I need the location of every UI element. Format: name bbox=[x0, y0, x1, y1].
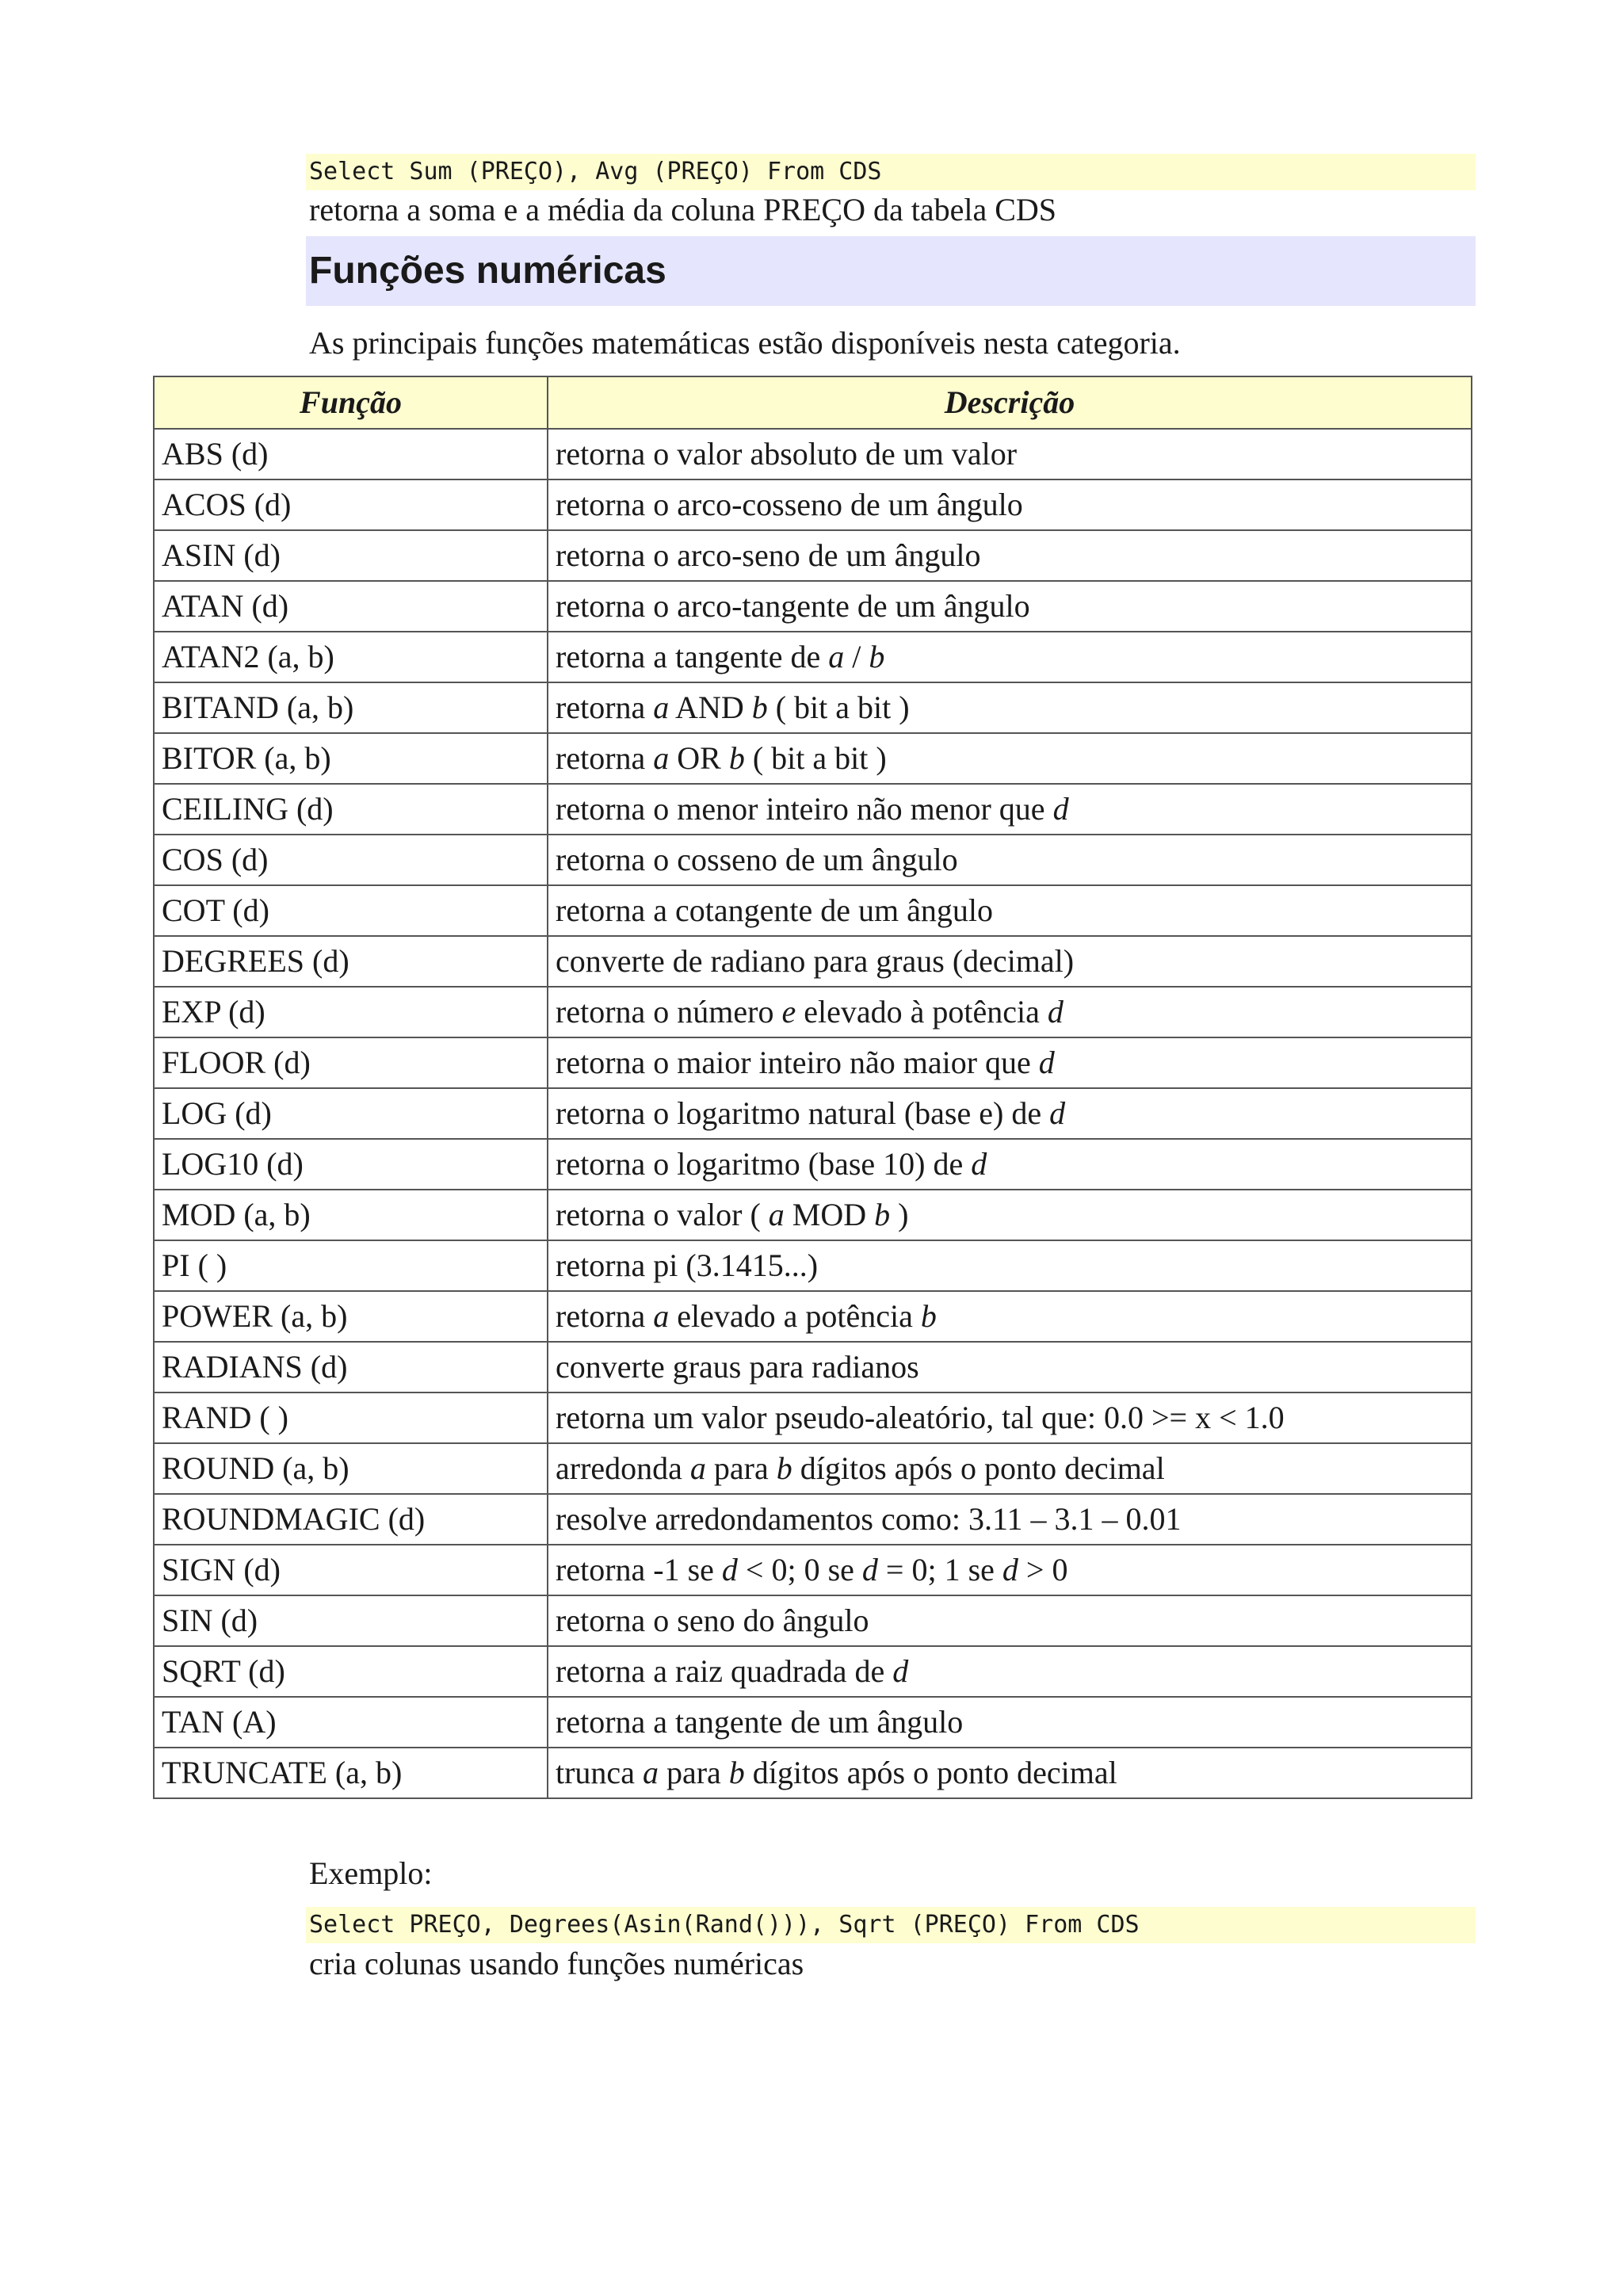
function-name-cell: TAN (A) bbox=[154, 1697, 548, 1748]
function-name-cell: ATAN2 (a, b) bbox=[154, 632, 548, 682]
description-variable: d bbox=[892, 1653, 909, 1689]
description-text: retorna o valor ( bbox=[556, 1197, 769, 1232]
description-text: arredonda bbox=[556, 1450, 690, 1486]
table-row bbox=[154, 1037, 1472, 1088]
function-name-cell: RADIANS (d) bbox=[154, 1342, 548, 1392]
function-description-cell bbox=[548, 1088, 1472, 1139]
description-text: retorna a tangente de bbox=[556, 639, 829, 674]
description-text: retorna o maior inteiro não maior que bbox=[556, 1045, 1039, 1080]
description-text: retorna o arco-tangente de um ângulo bbox=[556, 588, 1030, 624]
table-row bbox=[154, 1392, 1472, 1443]
description-text: < 0; 0 se bbox=[737, 1552, 862, 1587]
section-intro: As principais funções matemáticas estão disponíveis nesta categoria. bbox=[309, 325, 1181, 361]
description-text: MOD bbox=[784, 1197, 875, 1232]
description-variable: d bbox=[1052, 791, 1069, 827]
description-text: > 0 bbox=[1018, 1552, 1068, 1587]
description-text: retorna bbox=[556, 690, 654, 725]
description-variable: a bbox=[642, 1755, 659, 1790]
description-text: retorna o valor absoluto de um valor bbox=[556, 436, 1018, 472]
function-name-cell: FLOOR (d) bbox=[154, 1037, 548, 1088]
table-row bbox=[154, 429, 1472, 479]
function-name-cell: ATAN (d) bbox=[154, 581, 548, 632]
function-description-cell bbox=[548, 1037, 1472, 1088]
description-text: retorna o número bbox=[556, 994, 782, 1030]
function-description-cell bbox=[548, 632, 1472, 682]
code-example: Select PREÇO, Degrees(Asin(Rand())), Sqrt (PREÇO) From CDS bbox=[306, 1907, 1476, 1943]
function-description-cell bbox=[548, 1240, 1472, 1291]
example-label: Exemplo: bbox=[309, 1855, 433, 1891]
description-variable: b bbox=[728, 740, 745, 776]
function-description-cell bbox=[548, 987, 1472, 1037]
table-row bbox=[154, 936, 1472, 987]
table-row bbox=[154, 581, 1472, 632]
function-description-cell bbox=[548, 429, 1472, 479]
function-description-cell bbox=[548, 1748, 1472, 1798]
table-header-row bbox=[154, 376, 1472, 429]
code-sum-avg: Select Sum (PREÇO), Avg (PREÇO) From CDS bbox=[306, 154, 1476, 190]
function-name-cell: EXP (d) bbox=[154, 987, 548, 1037]
description-variable: d bbox=[1038, 1045, 1055, 1080]
description-variable: d bbox=[1002, 1552, 1018, 1587]
description-variable: b bbox=[920, 1298, 937, 1334]
code-sum-avg-explanation: retorna a soma e a média da coluna PREÇO da tabela CDS bbox=[309, 192, 1057, 227]
table-row bbox=[154, 530, 1472, 581]
function-description-cell bbox=[548, 1291, 1472, 1342]
table-row bbox=[154, 1748, 1472, 1798]
description-text: retorna o arco-seno de um ângulo bbox=[556, 537, 981, 573]
table-row bbox=[154, 1088, 1472, 1139]
description-variable: a bbox=[768, 1197, 785, 1232]
description-text: OR bbox=[669, 740, 729, 776]
function-description-cell bbox=[548, 1443, 1472, 1494]
description-text: converte graus para radianos bbox=[556, 1349, 919, 1385]
table-row bbox=[154, 632, 1472, 682]
table-row bbox=[154, 1342, 1472, 1392]
function-name-cell: SIN (d) bbox=[154, 1595, 548, 1646]
function-description-cell bbox=[548, 835, 1472, 885]
function-description-cell bbox=[548, 1190, 1472, 1240]
function-description-cell bbox=[548, 1494, 1472, 1545]
description-text: retorna o seno do ângulo bbox=[556, 1603, 869, 1638]
description-text: retorna o cosseno de um ângulo bbox=[556, 842, 958, 877]
description-text: ( bit a bit ) bbox=[767, 690, 910, 725]
header-descricao: Descrição bbox=[548, 376, 1472, 429]
function-name-cell: LOG10 (d) bbox=[154, 1139, 548, 1190]
description-text: para bbox=[705, 1450, 777, 1486]
description-text: dígitos após o ponto decimal bbox=[744, 1755, 1117, 1790]
function-name-cell: ACOS (d) bbox=[154, 479, 548, 530]
description-text: AND bbox=[669, 690, 752, 725]
description-text: retorna o menor inteiro não menor que bbox=[556, 791, 1053, 827]
function-name-cell: BITAND (a, b) bbox=[154, 682, 548, 733]
function-description-cell bbox=[548, 784, 1472, 835]
function-name-cell: MOD (a, b) bbox=[154, 1190, 548, 1240]
description-text: / bbox=[844, 639, 869, 674]
description-text: = 0; 1 se bbox=[877, 1552, 1002, 1587]
description-text: retorna o arco-cosseno de um ângulo bbox=[556, 487, 1023, 522]
function-description-cell bbox=[548, 733, 1472, 784]
table-row bbox=[154, 1697, 1472, 1748]
description-text: retorna -1 se bbox=[556, 1552, 722, 1587]
description-variable: b bbox=[728, 1755, 745, 1790]
function-name-cell: COT (d) bbox=[154, 885, 548, 936]
description-variable: d bbox=[721, 1552, 738, 1587]
description-text: resolve arredondamentos como: 3.11 – 3.1 – 0.01 bbox=[556, 1501, 1182, 1537]
description-text: converte de radiano para graus (decimal) bbox=[556, 943, 1075, 979]
description-variable: a bbox=[653, 740, 670, 776]
description-variable: a bbox=[653, 690, 670, 725]
function-description-cell bbox=[548, 1646, 1472, 1697]
function-name-cell: DEGREES (d) bbox=[154, 936, 548, 987]
table-row bbox=[154, 987, 1472, 1037]
description-variable: d bbox=[971, 1146, 987, 1182]
table-row bbox=[154, 1190, 1472, 1240]
function-name-cell: ROUND (a, b) bbox=[154, 1443, 548, 1494]
description-variable: e bbox=[781, 994, 796, 1030]
description-text: trunca bbox=[556, 1755, 643, 1790]
description-variable: d bbox=[1049, 1095, 1066, 1131]
function-description-cell bbox=[548, 479, 1472, 530]
function-name-cell: TRUNCATE (a, b) bbox=[154, 1748, 548, 1798]
function-name-cell: ROUNDMAGIC (d) bbox=[154, 1494, 548, 1545]
function-description-cell bbox=[548, 581, 1472, 632]
description-text: dígitos após o ponto decimal bbox=[792, 1450, 1165, 1486]
table-row bbox=[154, 1494, 1472, 1545]
function-description-cell bbox=[548, 1545, 1472, 1595]
function-description-cell bbox=[548, 1595, 1472, 1646]
description-variable: d bbox=[1047, 994, 1064, 1030]
table-row bbox=[154, 1545, 1472, 1595]
description-variable: b bbox=[874, 1197, 891, 1232]
function-description-cell bbox=[548, 1342, 1472, 1392]
table-row bbox=[154, 1595, 1472, 1646]
function-name-cell: LOG (d) bbox=[154, 1088, 548, 1139]
description-variable: b bbox=[869, 639, 885, 674]
table-body bbox=[154, 429, 1472, 1798]
table-row bbox=[154, 835, 1472, 885]
description-variable: a bbox=[689, 1450, 706, 1486]
function-name-cell: POWER (a, b) bbox=[154, 1291, 548, 1342]
table-row bbox=[154, 1240, 1472, 1291]
function-name-cell: ASIN (d) bbox=[154, 530, 548, 581]
header-funcao: Função bbox=[154, 376, 548, 429]
description-text: elevado a potência bbox=[669, 1298, 921, 1334]
table-row bbox=[154, 1443, 1472, 1494]
function-description-cell bbox=[548, 682, 1472, 733]
function-description-cell bbox=[548, 885, 1472, 936]
function-description-cell bbox=[548, 1697, 1472, 1748]
function-name-cell: RAND ( ) bbox=[154, 1392, 548, 1443]
description-text: ) bbox=[890, 1197, 909, 1232]
table-row bbox=[154, 1646, 1472, 1697]
function-description-cell bbox=[548, 1139, 1472, 1190]
description-text: retorna a cotangente de um ângulo bbox=[556, 892, 993, 928]
description-variable: b bbox=[751, 690, 768, 725]
function-name-cell: PI ( ) bbox=[154, 1240, 548, 1291]
table-row bbox=[154, 733, 1472, 784]
description-variable: a bbox=[653, 1298, 670, 1334]
description-text: retorna a tangente de um ângulo bbox=[556, 1704, 964, 1740]
description-text: retorna um valor pseudo-aleatório, tal que: 0.0 >= x < 1.0 bbox=[556, 1400, 1285, 1435]
table-row bbox=[154, 784, 1472, 835]
description-text: elevado à potência bbox=[796, 994, 1048, 1030]
description-text: para bbox=[658, 1755, 729, 1790]
table-row bbox=[154, 885, 1472, 936]
function-name-cell: SIGN (d) bbox=[154, 1545, 548, 1595]
code-example-explanation: cria colunas usando funções numéricas bbox=[309, 1946, 804, 1981]
table-row bbox=[154, 1291, 1472, 1342]
function-name-cell: ABS (d) bbox=[154, 429, 548, 479]
description-text: retorna pi (3.1415...) bbox=[556, 1247, 819, 1283]
function-description-cell bbox=[548, 1392, 1472, 1443]
function-description-cell bbox=[548, 530, 1472, 581]
function-name-cell: BITOR (a, b) bbox=[154, 733, 548, 784]
table-row bbox=[154, 479, 1472, 530]
description-text: retorna o logaritmo (base 10) de bbox=[556, 1146, 972, 1182]
description-variable: b bbox=[776, 1450, 792, 1486]
section-title: Funções numéricas bbox=[306, 236, 1476, 306]
table-row bbox=[154, 682, 1472, 733]
description-variable: a bbox=[828, 639, 845, 674]
table-row bbox=[154, 1139, 1472, 1190]
description-text: retorna bbox=[556, 1298, 654, 1334]
function-name-cell: SQRT (d) bbox=[154, 1646, 548, 1697]
function-description-cell bbox=[548, 936, 1472, 987]
function-name-cell: CEILING (d) bbox=[154, 784, 548, 835]
description-text: retorna a raiz quadrada de bbox=[556, 1653, 893, 1689]
description-text: ( bit a bit ) bbox=[744, 740, 887, 776]
description-variable: d bbox=[861, 1552, 878, 1587]
description-text: retorna bbox=[556, 740, 654, 776]
description-text: retorna o logaritmo natural (base e) de bbox=[556, 1095, 1050, 1131]
function-name-cell: COS (d) bbox=[154, 835, 548, 885]
numeric-functions-table bbox=[153, 376, 1472, 1799]
